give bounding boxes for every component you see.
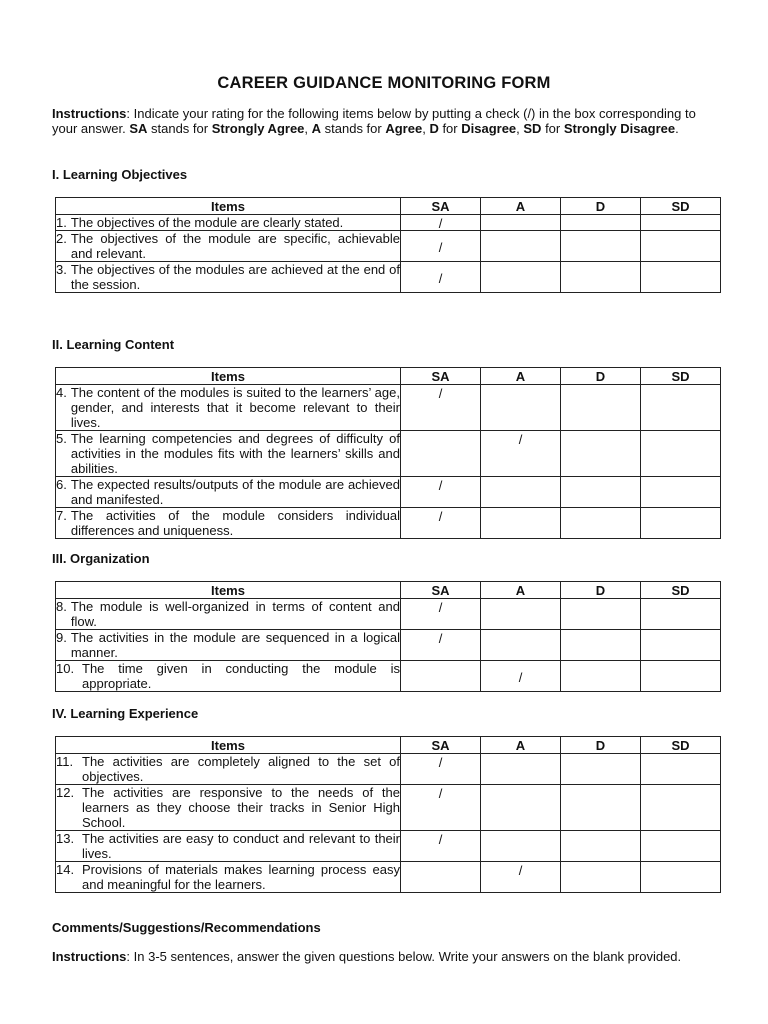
sd-abbr: SD [523, 121, 542, 137]
instructions-rating [52, 106, 712, 137]
rating-cell-d[interactable] [561, 862, 641, 893]
a-full: Agree [385, 121, 423, 137]
check-mark-icon: / [518, 669, 523, 685]
rating-cell-a[interactable] [481, 431, 561, 477]
table-row [56, 431, 721, 477]
page-title: CAREER GUIDANCE MONITORING FORM [217, 74, 551, 92]
header-sa: SA [401, 737, 481, 754]
header-sa: SA [401, 198, 481, 215]
item-cell [56, 599, 401, 630]
rating-cell-d[interactable] [561, 754, 641, 785]
item-cell [56, 754, 401, 785]
table-row [56, 385, 721, 431]
rating-cell-sd[interactable] [641, 785, 721, 831]
item-text: The content of the modules is suited to the learners’ age, gender, and interests that it become relevant to their lives. [70, 385, 400, 430]
header-a: A [481, 368, 561, 385]
item-number: 1. [56, 215, 67, 230]
instructions-text-4: stands for [321, 121, 386, 137]
section-heading-learning-objectives: I. Learning Objectives [52, 167, 188, 182]
header-a: A [481, 582, 561, 599]
rating-cell-sd[interactable] [641, 215, 721, 231]
table-header-row [56, 582, 721, 599]
header-d: D [561, 198, 641, 215]
rating-cell-a[interactable] [481, 385, 561, 431]
rating-cell-d[interactable] [561, 630, 641, 661]
instructions-text-8: for [541, 121, 564, 137]
check-mark-icon: / [438, 239, 443, 255]
item-cell [56, 477, 401, 508]
rating-cell-sd[interactable] [641, 231, 721, 262]
item-number: 6. [56, 477, 67, 492]
check-mark-icon: / [518, 432, 523, 447]
rating-cell-sa[interactable] [401, 385, 481, 431]
rating-cell-sd[interactable] [641, 431, 721, 477]
table-row [56, 477, 721, 508]
rating-cell-d[interactable] [561, 831, 641, 862]
item-number: 4. [56, 385, 67, 400]
instructions-text-2: stands for [147, 121, 212, 137]
table-row [56, 215, 721, 231]
rating-cell-d[interactable] [561, 661, 641, 692]
instructions-text-9: . [675, 121, 679, 137]
rating-cell-sa[interactable] [401, 231, 481, 262]
table-row [56, 508, 721, 539]
item-number: 5. [56, 431, 67, 446]
item-cell [56, 215, 401, 231]
item-text: The objectives of the modules are achieved at the end of the session. [70, 262, 400, 292]
header-d: D [561, 737, 641, 754]
rating-cell-a[interactable] [481, 262, 561, 293]
item-cell [56, 231, 401, 262]
check-mark-icon: / [438, 270, 443, 286]
d-abbr: D [429, 121, 439, 137]
item-number: 9. [56, 630, 67, 645]
item-text: The activities of the module considers individual differences and uniqueness. [70, 508, 400, 538]
check-mark-icon: / [438, 631, 443, 646]
rating-cell-sa[interactable] [401, 661, 481, 692]
rating-cell-sd[interactable] [641, 385, 721, 431]
table-row [56, 862, 721, 893]
rating-cell-sd[interactable] [641, 630, 721, 661]
header-items: Items [56, 368, 401, 385]
rating-cell-sd[interactable] [641, 262, 721, 293]
rating-cell-a[interactable] [481, 231, 561, 262]
item-text: The activities in the module are sequenced in a logical manner. [70, 630, 400, 660]
check-mark-icon: / [438, 478, 443, 493]
table-header-row [56, 368, 721, 385]
header-sd: SD [641, 737, 721, 754]
section-heading-organization: III. Organization [52, 551, 150, 566]
sa-abbr: SA [129, 121, 148, 137]
check-mark-icon: / [438, 386, 443, 401]
header-items: Items [56, 582, 401, 599]
item-cell [56, 385, 401, 431]
rating-cell-sd[interactable] [641, 862, 721, 893]
a-abbr: A [311, 121, 322, 137]
item-cell [56, 262, 401, 293]
item-text: The activities are responsive to the needs of the learners as they choose their tracks in Senior High School. [82, 785, 400, 830]
rating-cell-sd[interactable] [641, 599, 721, 630]
header-items: Items [56, 737, 401, 754]
item-cell [56, 862, 401, 893]
table-row [56, 599, 721, 630]
instructions-text-5: , [422, 121, 430, 137]
rating-cell-sa[interactable] [401, 831, 481, 862]
check-mark-icon: / [518, 863, 523, 878]
rating-cell-sa[interactable] [401, 630, 481, 661]
rating-table-learning-objectives [55, 197, 721, 293]
rating-cell-d[interactable] [561, 431, 641, 477]
table-row [56, 661, 721, 692]
item-number: 11. [56, 754, 74, 769]
table-row [56, 785, 721, 831]
table-row [56, 630, 721, 661]
header-items: Items [56, 198, 401, 215]
rating-cell-a[interactable] [481, 630, 561, 661]
item-number: 12. [56, 785, 75, 800]
rating-cell-a[interactable] [481, 831, 561, 862]
check-mark-icon: / [438, 216, 443, 231]
instructions-text-6: for [438, 121, 462, 137]
table-row [56, 831, 721, 862]
rating-cell-d[interactable] [561, 599, 641, 630]
rating-cell-a[interactable] [481, 754, 561, 785]
item-text: The objectives of the module are specific, achievable and relevant. [70, 231, 400, 261]
instructions-label: Instructions [52, 949, 127, 964]
check-mark-icon: / [438, 755, 443, 770]
item-text: Provisions of materials makes learning process easy and meaningful for the learners. [82, 862, 400, 892]
instructions-text-3: , [304, 121, 312, 137]
rating-cell-a[interactable] [481, 862, 561, 893]
rating-cell-sa[interactable] [401, 862, 481, 893]
instructions-text: : In 3-5 sentences, answer the given questions below. Write your answers on the blank provided. [126, 949, 682, 964]
rating-cell-sa[interactable] [401, 262, 481, 293]
header-sa: SA [401, 368, 481, 385]
section-heading-learning-content: II. Learning Content [52, 337, 175, 352]
item-text: The expected results/outputs of the module are achieved and manifested. [70, 477, 400, 507]
instructions-text-7: , [516, 121, 524, 137]
rating-table-learning-content [55, 367, 721, 539]
header-d: D [561, 368, 641, 385]
rating-cell-a[interactable] [481, 785, 561, 831]
rating-table-learning-experience [55, 736, 721, 893]
check-mark-icon: / [438, 509, 443, 524]
item-text: The activities are easy to conduct and relevant to their lives. [82, 831, 400, 861]
item-number: 14. [56, 862, 75, 877]
item-number: 13. [56, 831, 75, 846]
table-header-row [56, 737, 721, 754]
rating-cell-sa[interactable] [401, 599, 481, 630]
item-number: 2. [56, 231, 67, 246]
check-mark-icon: / [438, 786, 443, 801]
item-text: The time given in conducting the module is appropriate. [82, 661, 400, 691]
rating-cell-sa[interactable] [401, 477, 481, 508]
item-cell [56, 630, 401, 661]
rating-cell-a[interactable] [481, 477, 561, 508]
rating-cell-sa[interactable] [401, 785, 481, 831]
header-sd: SD [641, 198, 721, 215]
item-number: 10. [56, 661, 75, 676]
rating-cell-sd[interactable] [641, 661, 721, 692]
rating-cell-d[interactable] [561, 231, 641, 262]
rating-cell-sd[interactable] [641, 754, 721, 785]
item-number: 7. [56, 508, 67, 523]
rating-cell-d[interactable] [561, 385, 641, 431]
rating-cell-sa[interactable] [401, 754, 481, 785]
d-full: Disagree [461, 121, 517, 137]
item-text: The activities are completely aligned to the set of objectives. [82, 754, 400, 784]
rating-cell-a[interactable] [481, 599, 561, 630]
item-cell [56, 431, 401, 477]
rating-table-organization [55, 581, 721, 692]
item-number: 8. [56, 599, 67, 614]
rating-cell-a[interactable] [481, 661, 561, 692]
rating-cell-sd[interactable] [641, 831, 721, 862]
item-cell [56, 508, 401, 539]
header-d: D [561, 582, 641, 599]
instructions-label: Instructions [52, 106, 127, 121]
rating-cell-d[interactable] [561, 477, 641, 508]
header-sd: SD [641, 582, 721, 599]
item-number: 3. [56, 262, 67, 277]
rating-cell-sd[interactable] [641, 477, 721, 508]
item-text: The learning competencies and degrees of difficulty of activities in the modules fits with the learners’ skills and abilities. [70, 431, 400, 476]
table-row [56, 754, 721, 785]
header-sa: SA [401, 582, 481, 599]
rating-cell-d[interactable] [561, 508, 641, 539]
rating-cell-sa[interactable] [401, 508, 481, 539]
table-row [56, 262, 721, 293]
check-mark-icon: / [438, 600, 443, 615]
instructions-comments [52, 949, 712, 964]
rating-cell-sa[interactable] [401, 431, 481, 477]
instructions-text-1: : Indicate your rating for the following items below by putting a check (/) in the box corresponding to your answer. [52, 106, 696, 137]
item-cell [56, 831, 401, 862]
comments-heading: Comments/Suggestions/Recommendations [52, 920, 321, 935]
header-sd: SD [641, 368, 721, 385]
rating-cell-a[interactable] [481, 508, 561, 539]
section-heading-learning-experience: IV. Learning Experience [52, 706, 199, 721]
rating-cell-d[interactable] [561, 215, 641, 231]
sa-full: Strongly Agree [211, 121, 305, 137]
table-row [56, 231, 721, 262]
sd-full: Strongly Disagree [563, 121, 676, 137]
item-text: The module is well-organized in terms of content and flow. [70, 599, 400, 629]
rating-cell-d[interactable] [561, 785, 641, 831]
rating-cell-sa[interactable] [401, 215, 481, 231]
rating-cell-a[interactable] [481, 215, 561, 231]
header-a: A [481, 198, 561, 215]
table-header-row [56, 198, 721, 215]
header-a: A [481, 737, 561, 754]
item-text: The objectives of the module are clearly stated. [70, 215, 344, 230]
check-mark-icon: / [438, 832, 443, 847]
item-cell [56, 661, 401, 692]
item-cell [56, 785, 401, 831]
rating-cell-sd[interactable] [641, 508, 721, 539]
rating-cell-d[interactable] [561, 262, 641, 293]
